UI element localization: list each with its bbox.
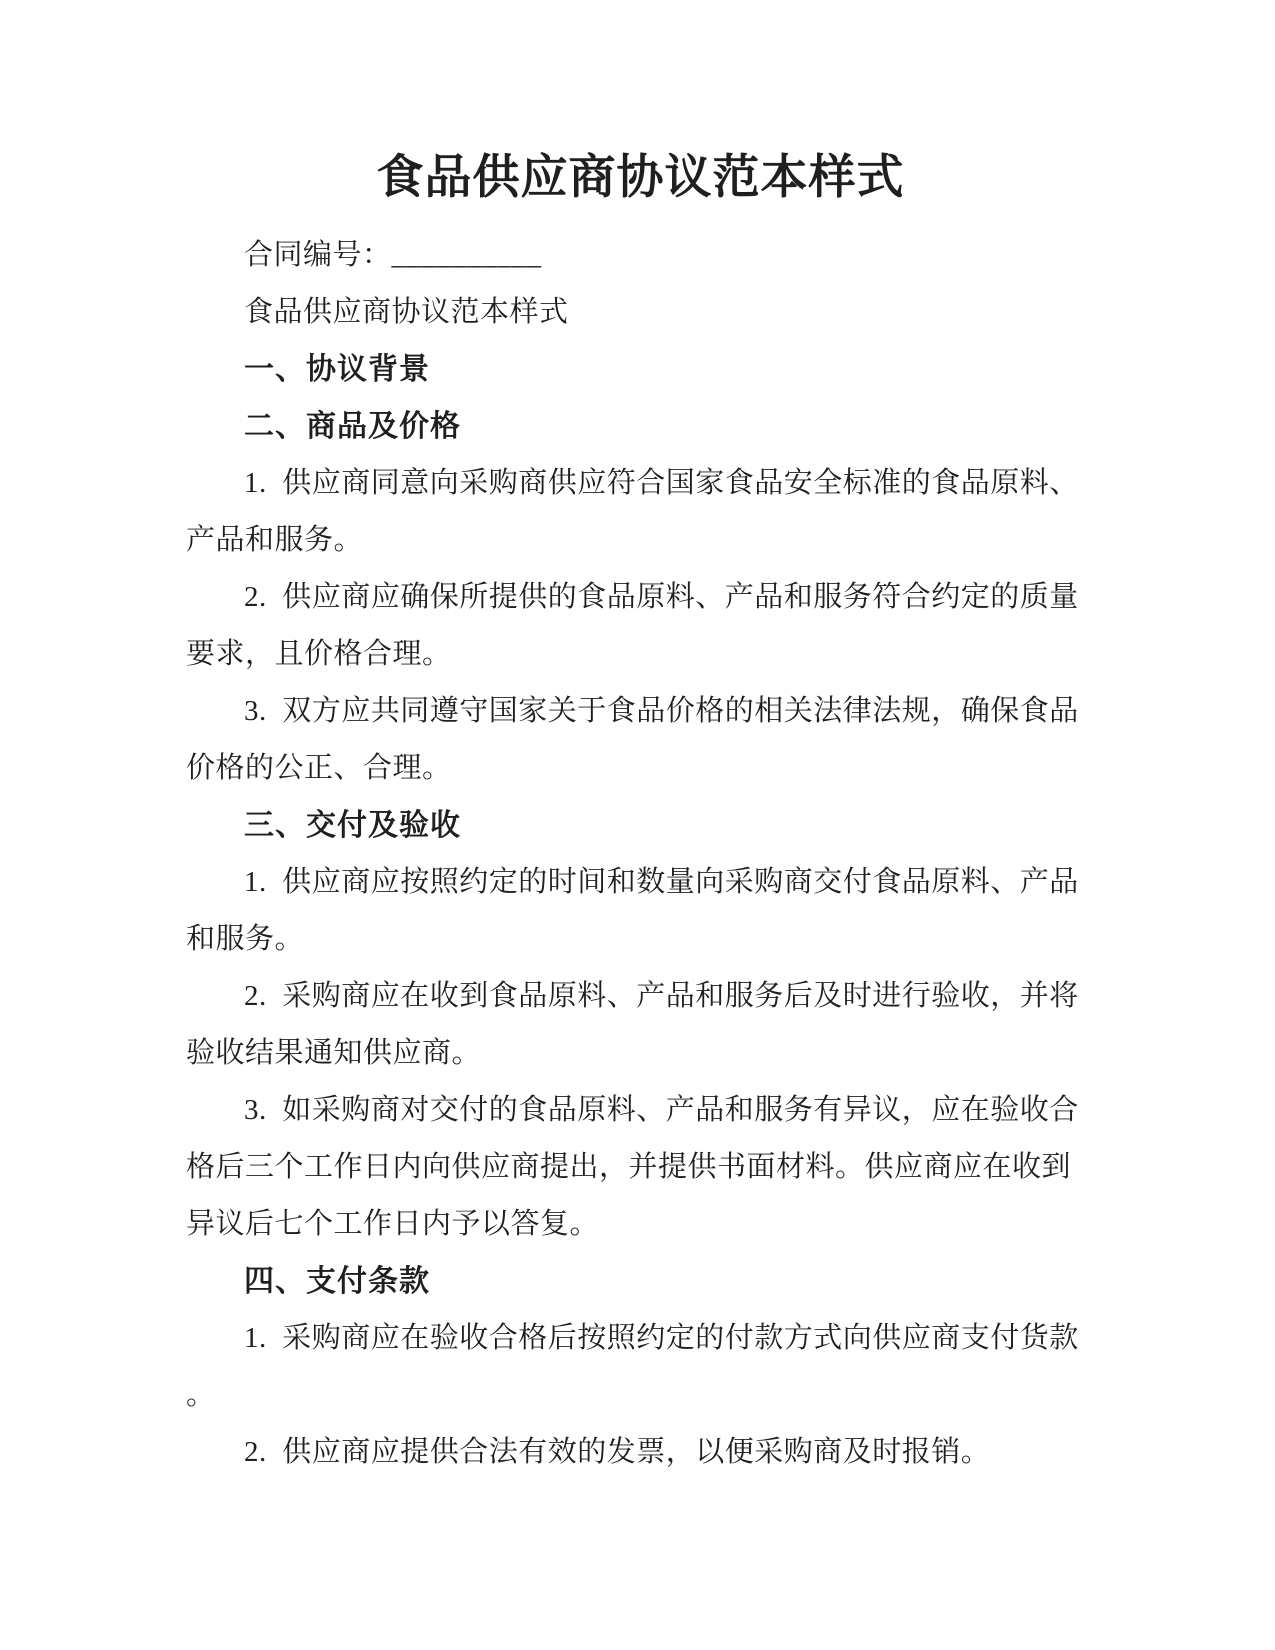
paragraph-line: 要求，且价格合理。	[186, 638, 452, 670]
paragraph-line: 2. 供应商应确保所提供的食品原料、产品和服务符合约定的质量	[244, 581, 1079, 613]
document-body	[186, 227, 1095, 1481]
paragraph-line: 异议后七个工作日内予以答复。	[186, 1208, 600, 1240]
paragraph-line: 3. 双方应共同遵守国家关于食品价格的相关法律法规，确保食品	[244, 695, 1079, 727]
paragraph-line: 价格的公正、合理。	[186, 752, 452, 784]
paragraph-line: 。	[186, 1379, 216, 1411]
document-title: 食品供应商协议范本样式	[376, 152, 905, 204]
paragraph-line: 2. 供应商应提供合法有效的发票，以便采购商及时报销。	[244, 1436, 991, 1468]
paragraph-line: 产品和服务。	[186, 524, 364, 556]
section-heading: 一、协议背景	[244, 353, 430, 386]
paragraph-line: 食品供应商协议范本样式	[244, 296, 569, 328]
paragraph-line: 和服务。	[186, 923, 305, 955]
paragraph-line: 1. 采购商应在验收合格后按照约定的付款方式向供应商支付货款	[244, 1322, 1079, 1354]
paragraph-line: 1. 供应商同意向采购商供应符合国家食品安全标准的食品原料、	[244, 467, 1079, 499]
paragraph-line: 3. 如采购商对交付的食品原料、产品和服务有异议，应在验收合	[244, 1094, 1079, 1126]
section-heading: 四、支付条款	[244, 1265, 430, 1298]
section-heading: 三、交付及验收	[244, 809, 461, 842]
paragraph-line: 格后三个工作日内向供应商提出，并提供书面材料。供应商应在收到	[186, 1151, 1072, 1183]
section-heading: 二、商品及价格	[244, 410, 461, 443]
contract-number-line: 合同编号：__________	[244, 239, 542, 271]
paragraph-line: 验收结果通知供应商。	[186, 1037, 482, 1069]
paragraph-line: 1. 供应商应按照约定的时间和数量向采购商交付食品原料、产品	[244, 866, 1079, 898]
paragraph-line: 2. 采购商应在收到食品原料、产品和服务后及时进行验收，并将	[244, 980, 1079, 1012]
